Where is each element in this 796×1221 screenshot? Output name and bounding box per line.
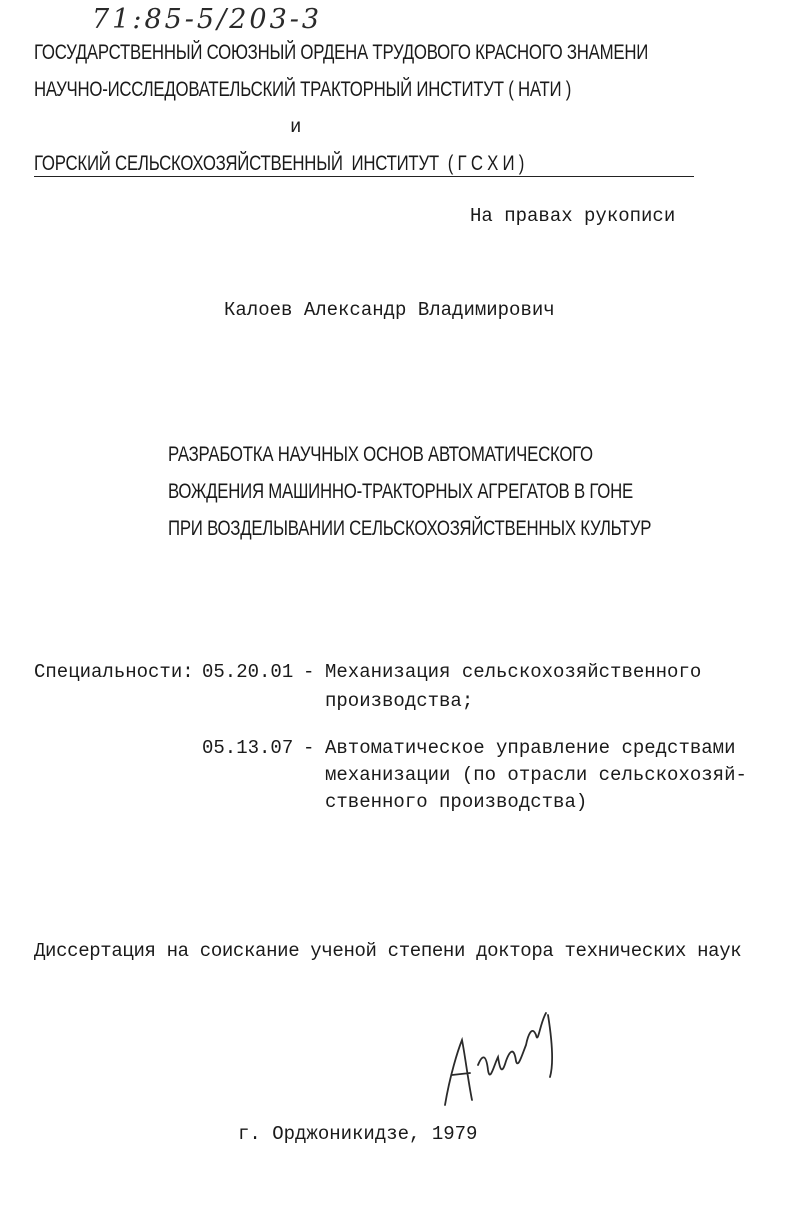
specialty-description-line: производства;	[325, 690, 474, 712]
title-line-1: РАЗРАБОТКА НАУЧНЫХ ОСНОВ АВТОМАТИЧЕСКОГО	[168, 443, 593, 466]
city-year: г. Орджоникидзе, 1979	[238, 1123, 478, 1145]
specialty-code: 05.13.07	[202, 737, 294, 759]
header-conjunction: и	[290, 116, 302, 138]
specialty-description-line: механизации (по отрасли сельскохозяй-	[325, 764, 747, 786]
header-line-1: ГОСУДАРСТВЕННЫЙ СОЮЗНЫЙ ОРДЕНА ТРУДОВОГО КРАСНОГО ЗНАМЕНИ	[34, 41, 649, 64]
handwritten-signature	[430, 995, 580, 1125]
author-name: Калоев Александр Владимирович	[224, 299, 555, 321]
specialty-dash: -	[303, 737, 315, 759]
header-underline	[34, 176, 694, 177]
specialties-label: Специальности:	[34, 661, 194, 683]
rights-note: На правах рукописи	[470, 205, 676, 227]
header-line-3: ГОРСКИЙ СЕЛЬСКОХОЗЯЙСТВЕННЫЙ ИНСТИТУТ ( Г С Х И )	[34, 152, 525, 175]
dissertation-note: Диссертация на соискание ученой степени доктора технических наук	[34, 940, 742, 962]
specialty-code: 05.20.01	[202, 661, 294, 683]
header-line-2: НАУЧНО-ИССЛЕДОВАТЕЛЬСКИЙ ТРАКТОРНЫЙ ИНСТИТУТ ( НАТИ )	[34, 78, 572, 101]
specialty-dash: -	[303, 661, 315, 683]
specialty-description-line: Механизация сельскохозяйственного	[325, 661, 702, 683]
title-line-3: ПРИ ВОЗДЕЛЫВАНИИ СЕЛЬСКОХОЗЯЙСТВЕННЫХ КУЛЬТУР	[168, 517, 652, 540]
specialty-description-line: Автоматическое управление средствами	[325, 737, 736, 759]
specialty-description-line: ственного производства)	[325, 791, 588, 813]
handwritten-catalog-number: 71:85-5/203-3	[92, 4, 323, 35]
title-line-2: ВОЖДЕНИЯ МАШИННО-ТРАКТОРНЫХ АГРЕГАТОВ В ГОНЕ	[168, 480, 633, 503]
